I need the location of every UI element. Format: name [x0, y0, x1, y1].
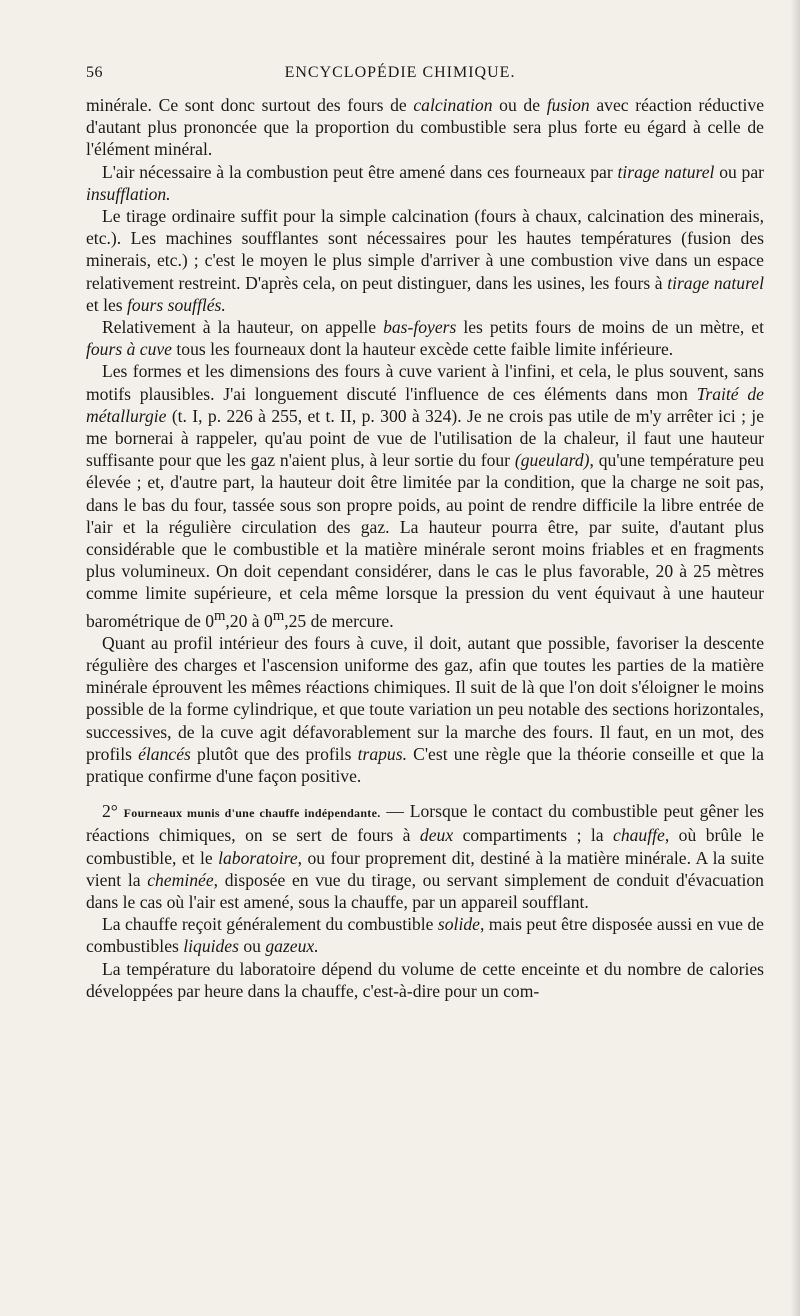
- body-text: [86, 94, 764, 1002]
- italic-term: liquides: [183, 936, 239, 957]
- italic-term: chauffe: [613, 825, 665, 846]
- italic-term: deux: [419, 825, 454, 846]
- text-run: L'air nécessaire à la combustion peut être amené dans ces fourneaux par: [102, 161, 618, 182]
- text-run: , disposée en vue du tirage, ou servant simplement de conduit d'évacuation dans le cas où l'air est amené, sous la chauffe, par un appareil soufflant.: [86, 869, 764, 912]
- italic-term: fours soufflés.: [127, 294, 226, 315]
- text-run: ou: [238, 936, 266, 957]
- unit-superscript: m: [214, 607, 226, 624]
- text-run: — Lorsque le contact du combustible peut gêner les réactions chimiques, on se sert de fours à: [86, 801, 765, 846]
- text-run: Les formes et les dimensions des fours à cuve varient à l'infini, et cela, le plus souvent, sans motifs plausibles. J'ai longuement discuté l'influence de ces éléments dans mon: [86, 361, 764, 404]
- text-run: ,20 à 0: [225, 610, 273, 631]
- text-run: Le tirage ordinaire suffit pour la simple calcination (fours à chaux, calcination des minerais, etc.). Les machines soufflantes sont nécessaires pour les hautes températures (fusion des minerais, etc.) ; c'est le moyen le plus simple d'arriver à une combustion vive dans un espace relativement restreint. D'après cela, on peut distinguer, dans les usines, les fours à: [86, 206, 764, 293]
- text-run: , ou four proprement dit, destiné à la matière minérale. A la suite vient la: [86, 847, 764, 890]
- italic-term: fours à cuve: [86, 339, 172, 360]
- paragraph-p6: [86, 632, 764, 787]
- paragraph-p8: [86, 913, 764, 957]
- italic-term: cheminée: [147, 869, 214, 890]
- page-edge-shadow: [790, 0, 800, 1316]
- paragraph-p9: [86, 958, 764, 1002]
- italic-term: tirage naturel: [667, 272, 764, 293]
- text-run: Relativement à la hauteur, on appelle: [102, 317, 384, 338]
- text-run: compartiments ; la: [453, 825, 614, 846]
- text-run: minérale. Ce sont donc surtout des fours de: [86, 95, 414, 115]
- text-run: plutôt que des profils: [190, 743, 358, 764]
- text-run: ou par: [714, 161, 765, 182]
- italic-term: gazeux.: [265, 936, 319, 957]
- text-run: C'est une règle que la théorie conseille et que la pratique confirme d'une façon positive.: [86, 743, 764, 786]
- text-run: , mais peut être disposée aussi en vue de combustibles: [86, 914, 764, 957]
- paragraph-p5: [86, 360, 764, 631]
- text-run: ,25 de mercure.: [284, 610, 394, 631]
- text-run: les petits fours de moins de un mètre, et: [456, 317, 764, 338]
- text-run: ou de: [492, 95, 547, 115]
- italic-term: bas-foyers: [383, 317, 457, 338]
- italic-term: fusion: [546, 95, 590, 115]
- text-run: avec réaction réductive d'autant plus prononcée que la proportion du combustible sera plus forte eu égard à celle de l'élément minéral.: [86, 95, 765, 160]
- italic-term: laboratoire: [218, 847, 298, 868]
- page-number: 56: [86, 64, 103, 81]
- running-title: ENCYCLOPÉDIE CHIMIQUE.: [284, 64, 516, 81]
- italic-term: trapus.: [357, 743, 407, 764]
- text-run: Quant au profil intérieur des fours à cuve, il doit, autant que possible, favoriser la descente régulière des charges et l'ascension uniforme des gaz, afin que toutes les parties de la matière minérale éprouvent les mêmes réactions chimiques. Il suit de là que l'on doit s'éloigner le moins possible de la forme cylindrique, et que toute variation un peu notable des sections horizontales, successives, de la cuve agit défavorablement sur la marche des fours. Il faut, en un mot, des profils: [86, 632, 764, 764]
- italic-term: solide: [437, 914, 480, 935]
- italic-term: tirage naturel: [617, 161, 715, 182]
- text-run: 2°: [102, 801, 124, 822]
- text-run: , où brûle le combustible, et le: [86, 825, 764, 868]
- italic-term: élancés: [138, 743, 191, 764]
- text-run: La température du laboratoire dépend du volume de cette enceinte et du nombre de calories développées par heure dans la chauffe, c'est-à-dire pour un com-: [86, 958, 764, 1001]
- italic-term: insufflation.: [86, 183, 171, 204]
- unit-superscript: m: [272, 607, 285, 624]
- text-run: et les: [86, 294, 128, 315]
- text-run: (t. I, p. 226 à 255, et t. II, p. 300 à 324). Je ne crois pas utile de m'y arrêter ici ; je me bornerai à rappeler, qu'au point de vue de l'utilisation de la chaleur, il faut une hauteur suffisante pour que les gaz n'aient plus, à leur sortie du four: [86, 405, 764, 471]
- text-run: tous les fourneaux dont la hauteur excède cette faible limite inférieure.: [172, 339, 674, 360]
- text-run: , qu'une température peu élevée ; et, d'autre part, la hauteur doit être limitée par la condition, que la charge ne soit pas, dans le bas du four, tassée sous son propre poids, au point de rendre difficile la libre entrée de l'air et la régulière circulation des gaz. La hauteur pourra être, par suite, d'autant plus considérable que le combustible et la matière minérale seront moins friables et en fragments plus volumineux. On doit cependant considérer, dans le cas le plus favorable, 20 à 25 mètres comme limite supérieure, et cela même lorsque la pression du vent équivaut à une hauteur barométrique de 0: [86, 450, 764, 631]
- italic-term: calcination: [413, 95, 493, 115]
- paragraph-p7: [86, 800, 764, 913]
- italic-term: (gueulard): [514, 450, 590, 471]
- paragraph-p2: [86, 161, 764, 205]
- text-run: La chauffe reçoit généralement du combustible: [102, 914, 438, 935]
- paragraph-p1: [86, 94, 764, 161]
- page-header: [86, 64, 714, 88]
- paragraph-p3: [86, 205, 764, 316]
- section-heading: Fourneaux munis d'une chauffe indépendante.: [123, 806, 381, 821]
- paragraph-p4: [86, 316, 764, 360]
- italic-term: Traité de métallurgie: [86, 383, 764, 426]
